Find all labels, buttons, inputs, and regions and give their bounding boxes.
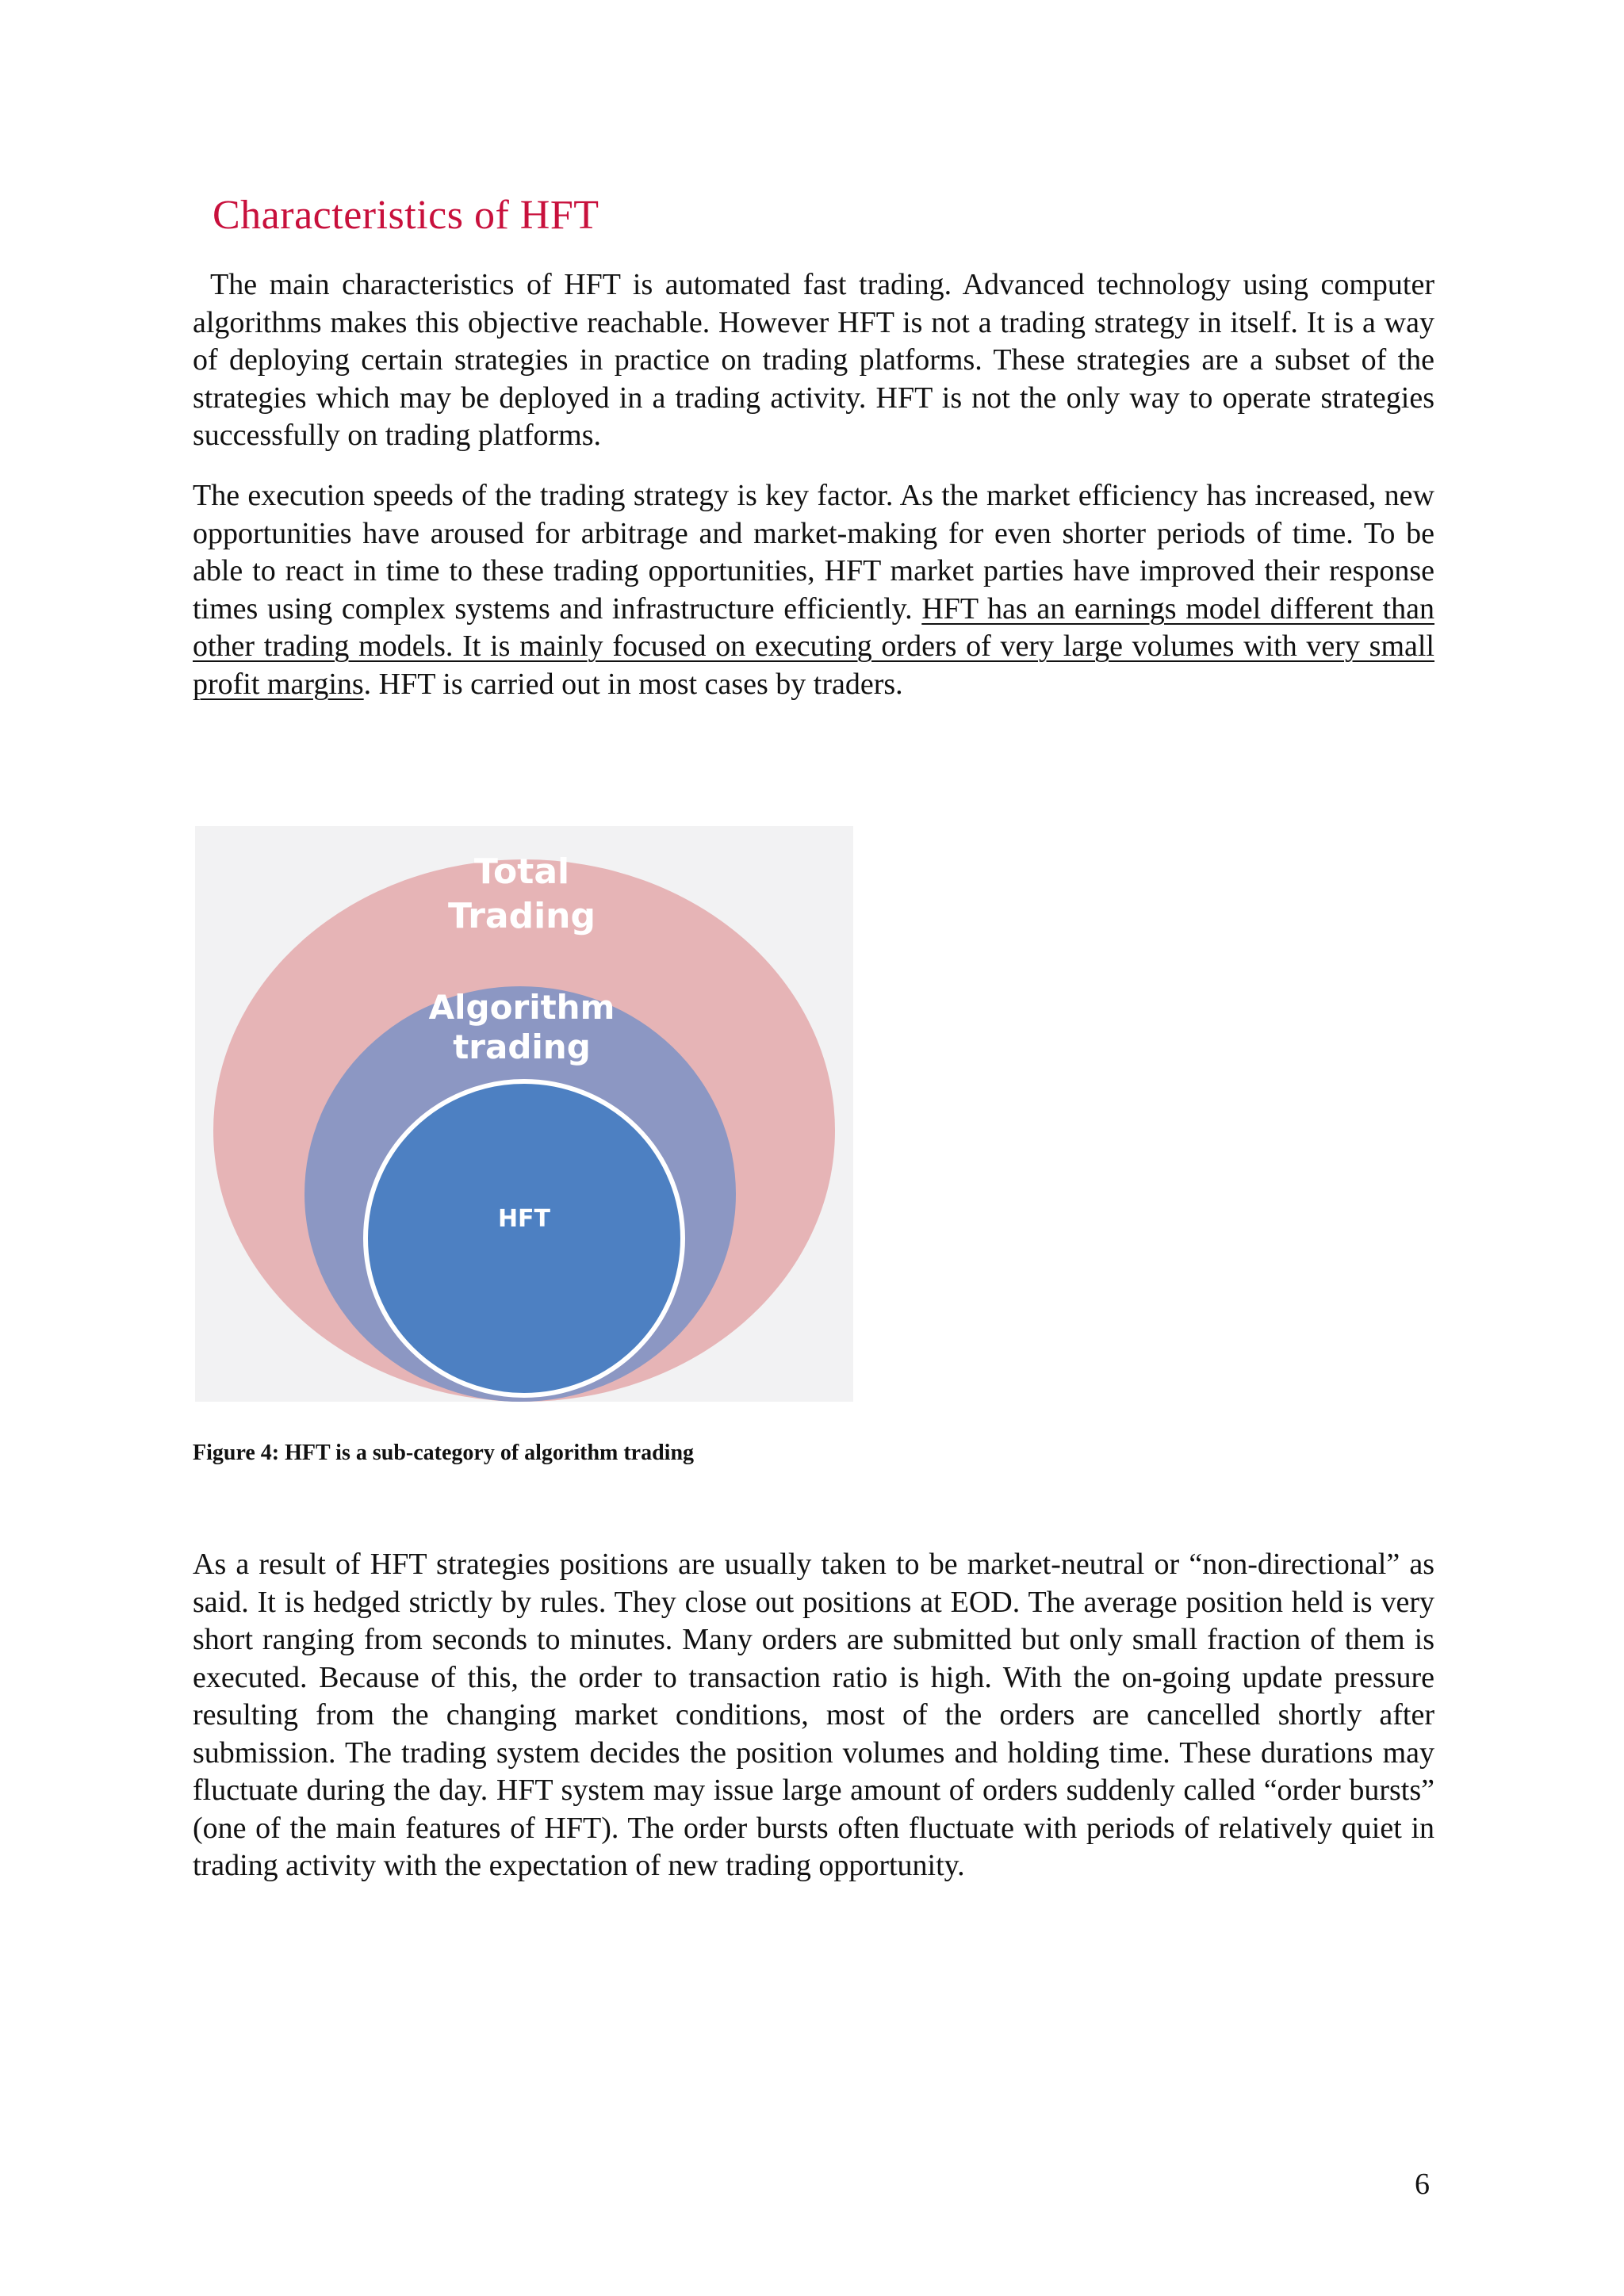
algorithm-trading-label-line1: Algorithm — [428, 988, 615, 1027]
section-heading: Characteristics of HFT — [213, 193, 599, 238]
paragraph-1: The main characteristics of HFT is automated fast trading. Advanced technology using computer algorithms makes this objective reachable. However HFT is not a trading strategy in itself. It is a way of deploying certain strategies in practice on trading platforms. These strategies are a subset of the strategies which may be deployed in a trading activity. HFT is not the only way to operate strategies successfully on trading platforms. — [193, 268, 1434, 452]
algorithm-trading-label-line2: trading — [453, 1027, 591, 1066]
page-number: 6 — [1415, 2168, 1430, 2201]
figure-caption: Figure 4: HFT is a sub-category of algorithm trading — [193, 1441, 695, 1465]
total-trading-label-line1: Total — [473, 851, 570, 892]
paragraph-2-text-end: . HFT is carried out in most cases by traders. — [363, 667, 903, 701]
paragraph-2-text: The execution speeds of the trading strategy is key factor. As the market efficiency has increased, new opportunities have aroused for arbitrage and market-making for even shorter periods of time. To be able to react in time to these trading opportunities, HFT market parties have improved their response times using complex systems and infrastructure efficiently. — [193, 479, 1434, 626]
hft-circle — [366, 1081, 683, 1395]
nested-circles-figure — [195, 826, 853, 1402]
paragraph-2 — [193, 477, 1434, 703]
paragraph-3: As a result of HFT strategies positions are usually taken to be market-neutral or “non-directional” as said. It is hedged strictly by rules. They close out positions at EOD. The average position held is very short ranging from seconds to minutes. Many orders are submitted but only small fraction of them is executed. Because of this, the order to transaction ratio is high. With the on-going update pressure resulting from the changing market conditions, most of the orders are cancelled shortly after submission. The trading system decides the position volumes and holding time. These durations may fluctuate during the day. HFT system may issue large amount of orders suddenly called “order bursts” (one of the main features of HFT). The order bursts often fluctuate with periods of relatively quiet in trading activity with the expectation of new trading opportunity. — [193, 1548, 1434, 1882]
total-trading-label-line2: Trading — [448, 896, 596, 936]
paragraph-2-underlined-text: HFT has an earnings model different than other trading models. It is mainly focused on executing orders of very large volumes with very small profit margins — [193, 591, 1434, 701]
nested-circles-diagram — [195, 826, 853, 1402]
hft-label: HFT — [497, 1205, 551, 1233]
